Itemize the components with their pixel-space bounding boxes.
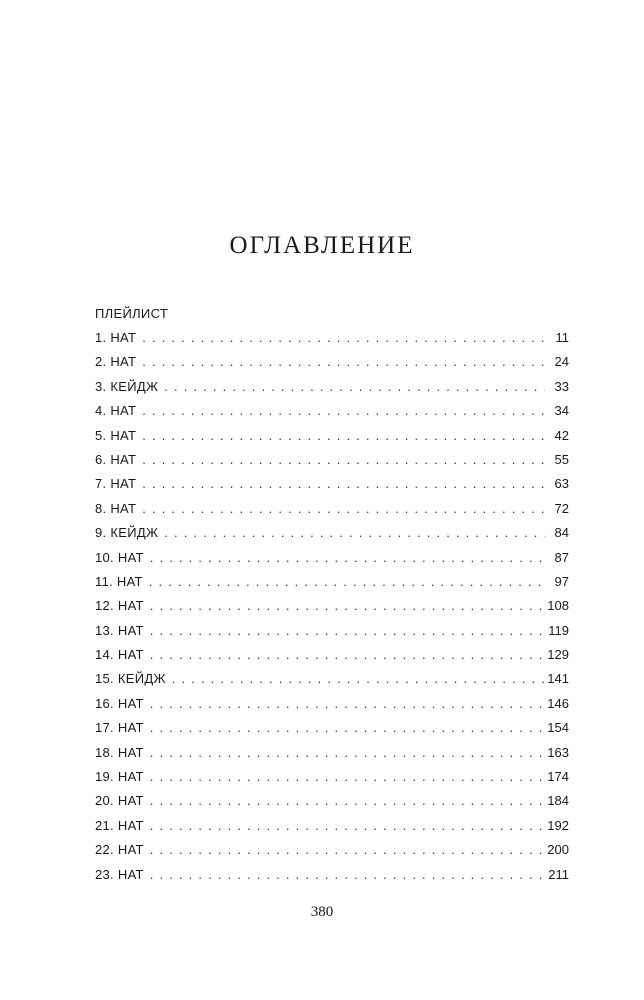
- toc-entry[interactable]: [95, 570, 569, 594]
- toc-entry-dot-leader: [142, 424, 545, 448]
- toc-entry-dot-leader: [142, 472, 545, 496]
- toc-entry-dot-leader: [142, 448, 545, 472]
- toc-entry-dot-leader: [150, 643, 545, 667]
- toc-entry-page-number: 42: [554, 427, 569, 443]
- toc-entry-page-number: 174: [547, 769, 569, 785]
- toc-entry-page-number: 141: [547, 671, 569, 687]
- toc-entry-label: 4. НАТ: [95, 403, 137, 419]
- toc-entry-label: 19. НАТ: [95, 769, 144, 785]
- toc-entry-label: 12. НАТ: [95, 598, 144, 614]
- toc-entry[interactable]: [95, 375, 569, 399]
- toc-entry[interactable]: [95, 741, 569, 765]
- toc-entry-dot-leader: [150, 765, 545, 789]
- toc-entry-label: 10. НАТ: [95, 549, 144, 565]
- toc-entry-dot-leader: [142, 350, 545, 374]
- toc-entry-dot-leader: [164, 521, 545, 545]
- toc-entry[interactable]: [95, 497, 569, 521]
- toc-entry-page-number: 87: [554, 549, 569, 565]
- toc-entry-dot-leader: [150, 692, 545, 716]
- toc-entry-dot-leader: [142, 497, 545, 521]
- toc-entry-page-number: 34: [554, 403, 569, 419]
- toc-entry-label: 21. НАТ: [95, 817, 144, 833]
- toc-entry-page-number: 200: [547, 842, 569, 858]
- toc-entry-page-number: 84: [554, 525, 569, 541]
- toc-entry-label: 14. НАТ: [95, 647, 144, 663]
- toc-entry-label: 15. КЕЙДЖ: [95, 671, 166, 687]
- toc-entry-dot-leader: [150, 594, 545, 618]
- toc-entry-label: 1. НАТ: [95, 330, 137, 345]
- toc-entry-dot-leader: [172, 667, 545, 691]
- toc-entry[interactable]: [95, 448, 569, 472]
- toc-entry-label: 7. НАТ: [95, 476, 137, 492]
- toc-entry-page-number: 11: [555, 330, 569, 345]
- toc-entry[interactable]: [95, 692, 569, 716]
- toc-entry[interactable]: [95, 643, 569, 667]
- toc-entry-dot-leader: [150, 789, 545, 813]
- toc-entry[interactable]: [95, 789, 569, 813]
- toc-entry-dot-leader: [149, 570, 545, 594]
- toc-entry[interactable]: [95, 399, 569, 423]
- toc-entry[interactable]: [95, 521, 569, 545]
- toc-entry-page-number: 24: [554, 354, 569, 370]
- toc-entry[interactable]: [95, 814, 569, 838]
- toc-entry[interactable]: [95, 863, 569, 887]
- toc-entry-page-number: 154: [547, 720, 569, 736]
- toc-entry-label: 11. НАТ: [95, 573, 143, 589]
- toc-entry-label: 13. НАТ: [95, 622, 144, 638]
- toc-entry-dot-leader: [150, 619, 545, 643]
- toc-entry-page-number: 33: [554, 378, 569, 394]
- toc-entry-label: 22. НАТ: [95, 842, 144, 858]
- toc-entry[interactable]: [95, 472, 569, 496]
- toc-entry-page-number: 97: [554, 573, 569, 589]
- toc-entry-dot-leader: [164, 375, 545, 399]
- page-number: 380: [310, 904, 334, 920]
- toc-entry-dot-leader: [150, 741, 545, 765]
- toc-entry-label: 17. НАТ: [95, 720, 144, 736]
- toc-entry[interactable]: [95, 619, 569, 643]
- toc-entry[interactable]: [95, 594, 569, 618]
- toc-entry-label: 3. КЕЙДЖ: [95, 378, 159, 394]
- toc-entry-page-number: 192: [547, 817, 569, 833]
- toc-entry-label: 6. НАТ: [95, 451, 137, 467]
- toc-entry[interactable]: [95, 424, 569, 448]
- toc-entry-page-number: 129: [547, 647, 569, 663]
- toc-entry[interactable]: [95, 326, 569, 350]
- toc-entry-label: 9. КЕЙДЖ: [95, 525, 159, 541]
- toc-entry-page-number: 163: [547, 744, 569, 760]
- toc-entry-page-number: 211: [548, 866, 569, 882]
- page-title: ОГЛАВЛЕНИЕ: [229, 232, 415, 259]
- toc-entry-page-number: 146: [547, 695, 569, 711]
- toc-entry[interactable]: [95, 765, 569, 789]
- toc-entry-dot-leader: [150, 863, 545, 887]
- toc-entry-page-number: 119: [548, 622, 569, 638]
- toc-entry-page-number: 184: [547, 793, 569, 809]
- toc-entry-page-number: 55: [554, 451, 569, 467]
- toc-entry-dot-leader: [150, 814, 545, 838]
- toc-entry[interactable]: [95, 838, 569, 862]
- toc-entries: [95, 326, 569, 887]
- toc-entry-label: 2. НАТ: [95, 354, 137, 370]
- toc-entry-label: 8. НАТ: [95, 500, 137, 516]
- toc-entry-label: 5. НАТ: [95, 427, 137, 443]
- toc-entry-dot-leader: [150, 838, 545, 862]
- toc-entry-label: 18. НАТ: [95, 744, 144, 760]
- toc-entry-page-number: 72: [554, 500, 569, 516]
- toc-entry[interactable]: [95, 716, 569, 740]
- toc-entry[interactable]: [95, 350, 569, 374]
- toc-entry-dot-leader: [150, 716, 545, 740]
- toc-entry-page-number: 63: [554, 476, 569, 492]
- toc-heading: ПЛЕЙЛИСТ: [95, 306, 169, 321]
- toc-entry-page-number: 108: [547, 598, 569, 614]
- table-of-contents: [95, 302, 569, 887]
- toc-entry-label: 16. НАТ: [95, 695, 144, 711]
- toc-entry[interactable]: [95, 667, 569, 691]
- toc-entry-dot-leader: [142, 326, 545, 350]
- toc-entry-label: 23. НАТ: [95, 866, 144, 882]
- toc-entry-dot-leader: [142, 399, 545, 423]
- toc-entry-dot-leader: [150, 546, 545, 570]
- toc-entry[interactable]: [95, 546, 569, 570]
- toc-entry-label: 20. НАТ: [95, 793, 144, 809]
